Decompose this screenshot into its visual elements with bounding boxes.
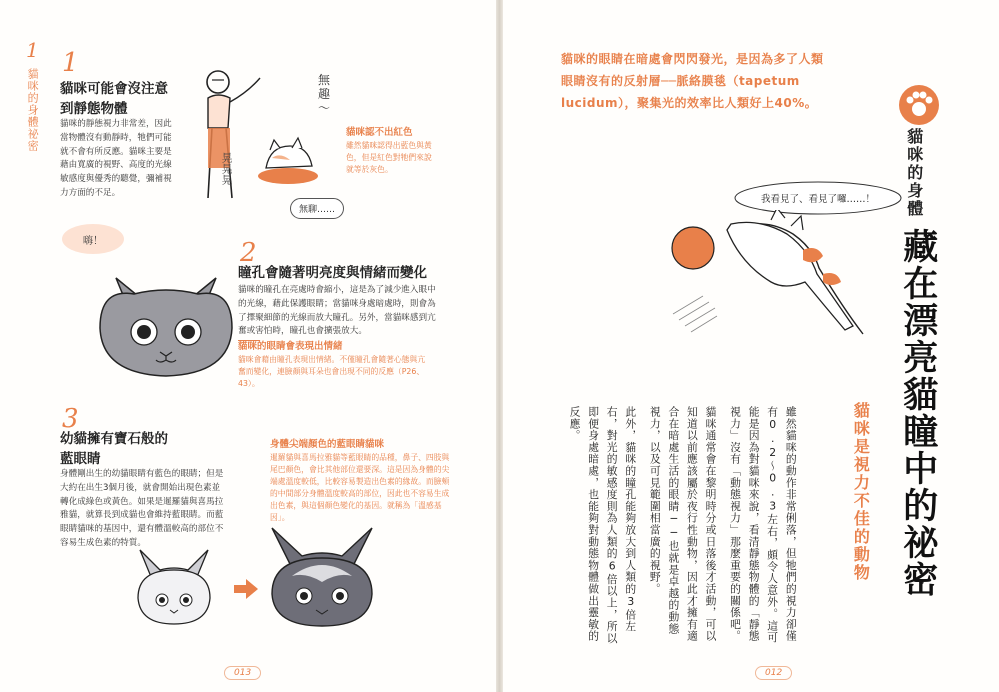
vertical-body-text	[565, 406, 800, 646]
book-spine	[496, 0, 503, 692]
body-column-1: 雖然貓咪的動作非常俐落，但牠們的視力卻僅有0.2～0.3左右，頗令人意外。這可能是因為對貓咪來說，看清靜態物體的「靜態視力」沒有「動態視力」那麼重要的關係吧。	[729, 406, 798, 644]
section-1-body: 貓咪的靜態視力非常差，因此當物體沒有動靜時，牠們可能就不會有所反應。貓咪主要是藉由寬廣的視野、高度的光線敏感度與優秀的聽覺，彌補視力方面的不足。	[60, 119, 172, 198]
kitten-face-illustration	[132, 544, 216, 628]
section-3-number: 3	[62, 404, 79, 434]
chapter-number: 1	[26, 38, 39, 62]
siamese-face-illustration	[266, 524, 378, 630]
note-1-body: 雖然貓咪認得出藍色與黃色，但是紅色對牠們來說就等於灰色。	[346, 141, 432, 175]
note-3-title: 身體尖端顏色的藍眼睛貓咪	[270, 439, 385, 450]
left-page	[0, 0, 496, 692]
sfx-wobble: 晃晃晃	[220, 152, 233, 185]
cat-chasing-ball-illustration	[653, 210, 883, 340]
speech-bubble-hi: 嗨！	[62, 224, 124, 254]
sub-heading: 貓咪是視力不佳的動物	[851, 402, 871, 582]
note-3-body: 暹羅貓與喜馬拉雅貓等藍眼睛的品種，鼻子、四肢與尾巴顏色，會比其他部位還要深。這是因為身體的尖端處溫度較低，比較容易製造出色素的緣故。而臉頰的中間部分身體溫度較高的部位，因此也不容易生成出色素，與這個顏色變化的基因。就稱為「溫感基因」。	[270, 453, 450, 523]
right-page	[503, 0, 999, 692]
section-1-number: 1	[62, 48, 79, 78]
section-3-body: 身體剛出生的幼貓眼睛有藍色的眼睛；但是大約在出生3個月後，就會開始出現色素並轉化成綠色或黃色。如果是暹羅貓與喜馬拉雅貓，就算長到成貓也會維持藍眼睛。而藍眼睛貓咪的基因中，還有體溫較高的部位不容易生成色素的特質。	[60, 469, 224, 548]
intro-paragraph: 貓咪的眼睛在暗處會閃閃發光，是因為多了人類眼睛沒有的反射層──脈絡膜毯（tapetum lucidum），聚集光的效率比人類好上40%。	[561, 52, 824, 111]
section-2-body: 貓咪的瞳孔在亮處時會縮小，這是為了減少進入眼中的光線，藉此保護眼睛；當貓咪身處暗處時，則會為了擇聚細節的光線而放大瞳孔。另外，當貓咪感到亢奮或害怕時，瞳孔也會擴張放大。	[238, 285, 436, 337]
section-1-title: 貓咪可能會沒注意到靜態物體	[60, 81, 168, 117]
body-column-3: 此外，貓咪的瞳孔能夠放大到人類的3倍左右，對光的敏感度則為人類的6倍以上，所以即便身處暗處，也能夠對動態物體做出靈敏的反應。	[568, 406, 638, 645]
toy-ball-icon	[672, 227, 714, 269]
speech-bubble-text: 我看見了、看見了囉……！	[760, 194, 875, 205]
body-column-2: 貓咪通常會在黎明時分或日落後才活動，可以知道以前應該屬於夜行性動物，因此才擁有適合在暗處生活的眼睛──也就是卓越的動態視力，以及可見範圍相當廣的視野。	[648, 406, 718, 642]
gray-cat-face-illustration	[94, 258, 238, 382]
note-2-body: 貓咪會藉由瞳孔表現出情緒。不僅瞳孔會隨著心態與亢奮而變化，連臉顏與耳朵也會出現不同的反應（P26、43）。	[238, 355, 426, 389]
page-number-left: 013	[224, 666, 261, 680]
section-label: 貓咪的身體	[904, 128, 924, 218]
running-head: 貓咪的身體祕密	[26, 68, 40, 152]
paw-glyph	[899, 85, 939, 125]
note-1-title: 貓咪認不出紅色	[346, 127, 413, 138]
paw-icon	[899, 85, 939, 125]
arrow-right-icon	[232, 578, 260, 600]
sfx-mutter: 無聊……	[290, 198, 344, 219]
main-title: 藏在漂亮貓瞳中的祕密	[897, 228, 938, 598]
note-2-title: 貓咪的眼睛會表現出情緒	[238, 341, 343, 352]
section-2-number: 2	[240, 238, 257, 268]
page-number-right: 012	[755, 666, 792, 680]
section-2-title: 瞳孔會隨著明亮度與情緒而變化	[238, 265, 427, 281]
section-3-title: 幼貓擁有寶石般的藍眼睛	[60, 431, 168, 467]
sfx-boring: 無趣～	[318, 73, 331, 115]
